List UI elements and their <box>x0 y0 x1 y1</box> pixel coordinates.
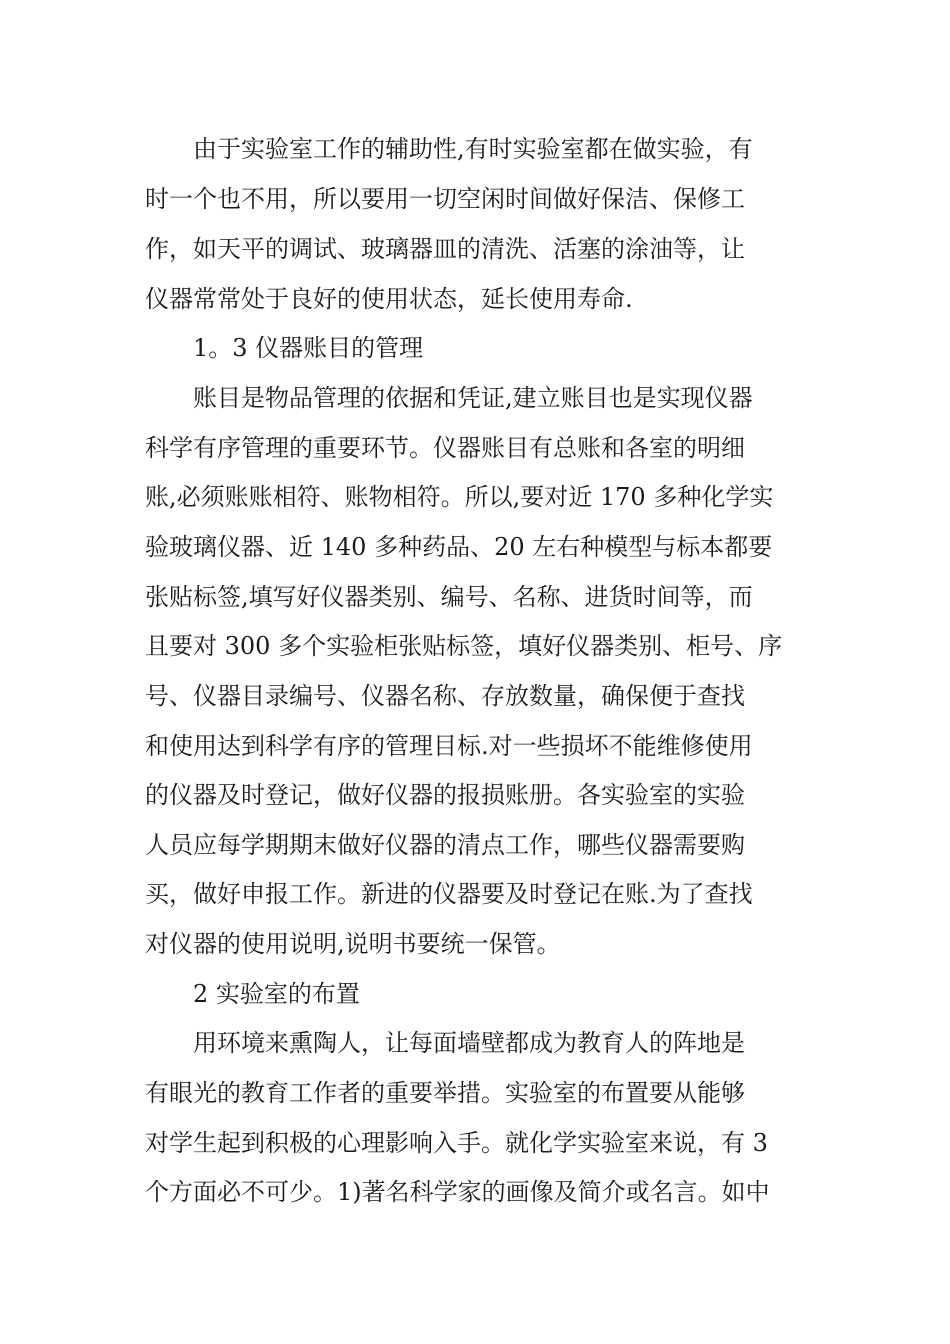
paragraph-line: 用环境来熏陶人，让每面墙壁都成为教育人的阵地是 <box>193 1029 745 1057</box>
paragraph-line: 有眼光的教育工作者的重要举措。实验室的布置要从能够 <box>145 1079 745 1107</box>
paragraph-line: 的仪器及时登记，做好仪器的报损账册。各实验室的实验 <box>145 781 745 809</box>
paragraph-line: 仪器常常处于良好的使用状态，延长使用寿命. <box>145 285 633 313</box>
paragraph-line: 买，做好申报工作。新进的仪器要及时登记在账.为了查找 <box>145 880 753 908</box>
paragraph-line: 对仪器的使用说明,说明书要统一保管。 <box>145 930 561 958</box>
paragraph-line: 验玻璃仪器、近 140 多种药品、20 左右种模型与标本都要 <box>145 533 773 561</box>
paragraph-line: 号、仪器目录编号、仪器名称、存放数量，确保便于查找 <box>145 682 745 710</box>
paragraph-line: 账,必须账账相符、账物相符。所以,要对近 170 多种化学实 <box>145 483 774 511</box>
paragraph-line: 人员应每学期期末做好仪器的清点工作，哪些仪器需要购 <box>145 831 745 859</box>
paragraph-line: 账目是物品管理的依据和凭证,建立账目也是实现仪器 <box>193 384 753 412</box>
paragraph-line: 张贴标签,填写好仪器类别、编号、名称、进货时间等，而 <box>145 583 753 611</box>
paragraph-line: 个方面必不可少。1)著名科学家的画像及简介或名言。如中 <box>145 1178 770 1206</box>
paragraph-line: 和使用达到科学有序的管理目标.对一些损坏不能维修使用 <box>145 732 753 760</box>
paragraph-line: 时一个也不用，所以要用一切空闲时间做好保洁、保修工 <box>145 185 745 213</box>
paragraph-line: 作，如天平的调试、玻璃器皿的清洗、活塞的涂油等，让 <box>145 235 745 263</box>
section-heading: 1。3 仪器账目的管理 <box>193 334 424 362</box>
paragraph-line: 对学生起到积极的心理影响入手。就化学实验室来说，有 3 <box>145 1129 768 1157</box>
paragraph-line: 由于实验室工作的辅助性,有时实验室都在做实验，有 <box>193 135 753 163</box>
paragraph-line: 科学有序管理的重要环节。仪器账目有总账和各室的明细 <box>145 434 745 462</box>
section-heading: 2 实验室的布置 <box>193 980 360 1008</box>
paragraph-line: 且要对 300 多个实验柜张贴标签，填好仪器类别、柜号、序 <box>145 632 783 660</box>
